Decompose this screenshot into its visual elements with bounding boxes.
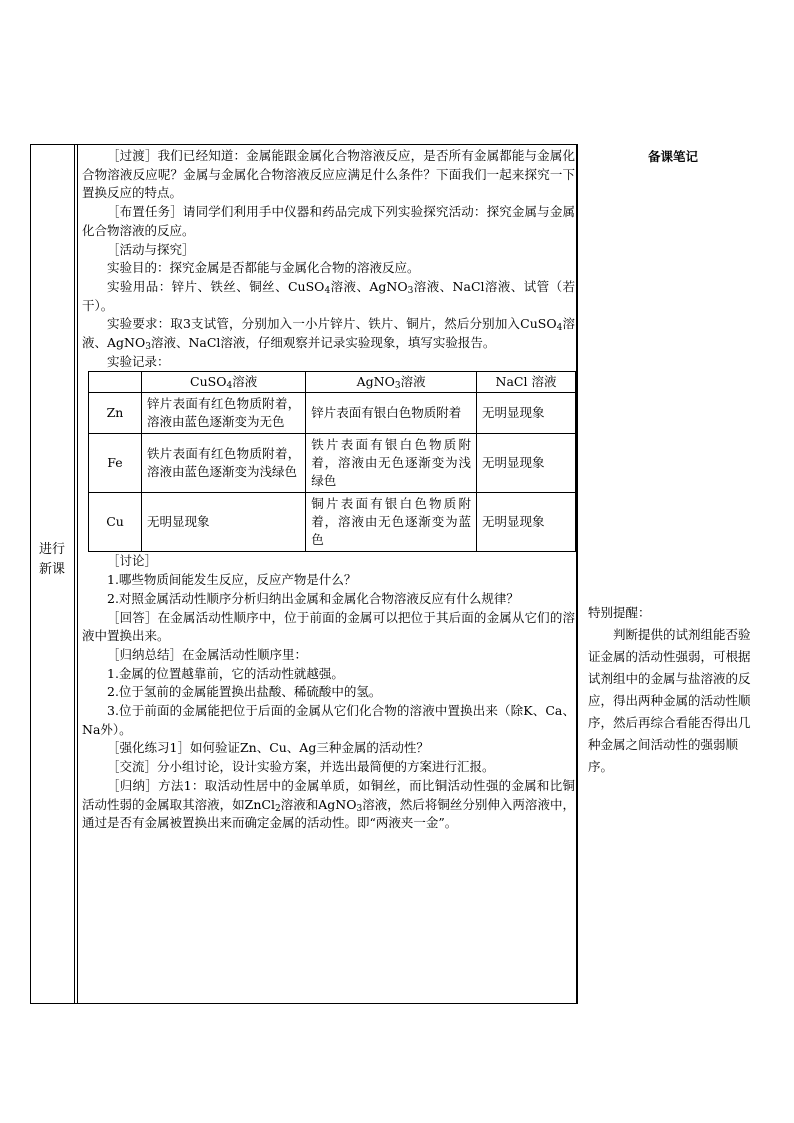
transition-paragraph: ［过渡］我们已经知道：金属能跟金属化合物溶液反应，是否所有金属都能与金属化合物溶液反应呢？金属与金属化合物溶液反应应满足什么条件？下面我们一起来探究一下置换反应的特点。: [82, 148, 575, 201]
header-cuso4: CuSO$_4$溶液: [142, 372, 306, 393]
lesson-content: [82, 147, 575, 833]
column-divider-right: [576, 145, 578, 1003]
table-row: [89, 434, 576, 493]
answer-paragraph: ［回答］在金属活动性顺序中，位于前面的金属可以把位于其后面的金属从它们的溶液中置换出来。: [82, 609, 575, 644]
requirements-paragraph: 实验要求：取3支试管，分别加入一小片锌片、铁片、铜片，然后分别加入CuSO$_4$溶液、AgNO$_3$溶液、NaCl溶液，仔细观察并记录实验现象，填写实验报告。: [82, 316, 575, 353]
summary-point-3: 3.位于前面的金属能把位于后面的金属从它们化合物的溶液中置换出来（除K、Ca、Na外）。: [82, 703, 575, 737]
section-label: 进行新课: [38, 542, 65, 577]
side-note-title: 特别提醒：: [588, 605, 651, 620]
side-note-body: 判断提供的试剂组能否验证金属的活动性强弱，可根据试剂组中的金属与盐溶液的反应，得出两种金属的活动性顺序，然后再综合看能否得出几种金属之间活动性的强弱顺序。: [588, 627, 751, 774]
practice-question: ［强化练习1］如何验证Zn、Cu、Ag三种金属的活动性？: [107, 740, 429, 756]
row-metal: Fe: [89, 434, 142, 493]
discussion-heading: ［讨论］: [107, 553, 158, 569]
row-metal: Cu: [89, 493, 142, 552]
discussion-question-1: 1.哪些物质间能发生反应，反应产物是什么？: [107, 572, 357, 588]
discussion-question-2: 2.对照金属活动性顺序分析归纳出金属和金属化合物溶液反应有什么规律？: [107, 590, 519, 606]
method-paragraph: ［归纳］方法1：取活动性居中的金属单质，如铜丝，而比铜活动性强的金属和比铜活动性弱的金属取其溶液，如ZnCl$_2$溶液和AgNO$_3$溶液，然后将铜丝分别伸入两溶液中，通过是否有金属被置换出来而确定金属的活动性。即“两液夹一金”。: [82, 777, 575, 831]
column-divider: [74, 145, 75, 1003]
summary-point-1: 1.金属的位置越靠前，它的活动性就越强。: [107, 665, 344, 681]
activity-heading: ［活动与探究］: [107, 241, 195, 257]
purpose-paragraph: 实验目的：探究金属是否都能与金属化合物的溶液反应。: [107, 260, 420, 276]
supplies-paragraph: 实验用品：锌片、铁丝、铜丝、CuSO$_4$溶液、AgNO$_3$溶液、NaCl溶液、试管（若干）。: [82, 278, 576, 313]
header-nacl: NaCl 溶液: [477, 372, 576, 393]
summary-heading: ［归纳总结］在金属活动性顺序里：: [107, 646, 308, 662]
cell-agno3: 铜片表面有银白色物质附着，溶液由无色逐渐变为蓝色: [306, 493, 477, 552]
task-paragraph: ［布置任务］请同学们利用手中仪器和药品完成下列实验探究活动：探究金属与金属化合物溶液的反应。: [82, 204, 575, 238]
cell-agno3: 铁片表面有银白色物质附着，溶液由无色逐渐变为浅绿色: [306, 434, 477, 493]
cell-cuso4: 锌片表面有红色物质附着，溶液由蓝色逐渐变为无色: [142, 393, 306, 434]
table-header-row: [89, 372, 576, 393]
cell-cuso4: 铁片表面有红色物质附着，溶液由蓝色逐渐变为浅绿色: [142, 434, 306, 493]
column-divider-inner: [77, 145, 78, 1003]
exchange-paragraph: ［交流］分小组讨论，设计实验方案，并选出最简便的方案进行汇报。: [107, 759, 495, 775]
experiment-record-table: [88, 371, 576, 552]
notes-title: 备课笔记: [647, 149, 698, 164]
cell-agno3: 锌片表面有银白色物质附着: [306, 393, 477, 434]
side-note: [588, 602, 758, 778]
row-metal: Zn: [89, 393, 142, 434]
header-agno3: AgNO$_3$溶液: [306, 372, 477, 393]
record-label: 实验记录：: [107, 353, 170, 369]
cell-nacl: 无明显现象: [477, 434, 576, 493]
table-row: [89, 393, 576, 434]
summary-point-2: 2.位于氢前的金属能置换出盐酸、稀硫酸中的氢。: [107, 684, 382, 700]
header-empty: [89, 372, 142, 393]
cell-cuso4: 无明显现象: [142, 493, 306, 552]
cell-nacl: 无明显现象: [477, 393, 576, 434]
cell-nacl: 无明显现象: [477, 493, 576, 552]
table-row: [89, 493, 576, 552]
